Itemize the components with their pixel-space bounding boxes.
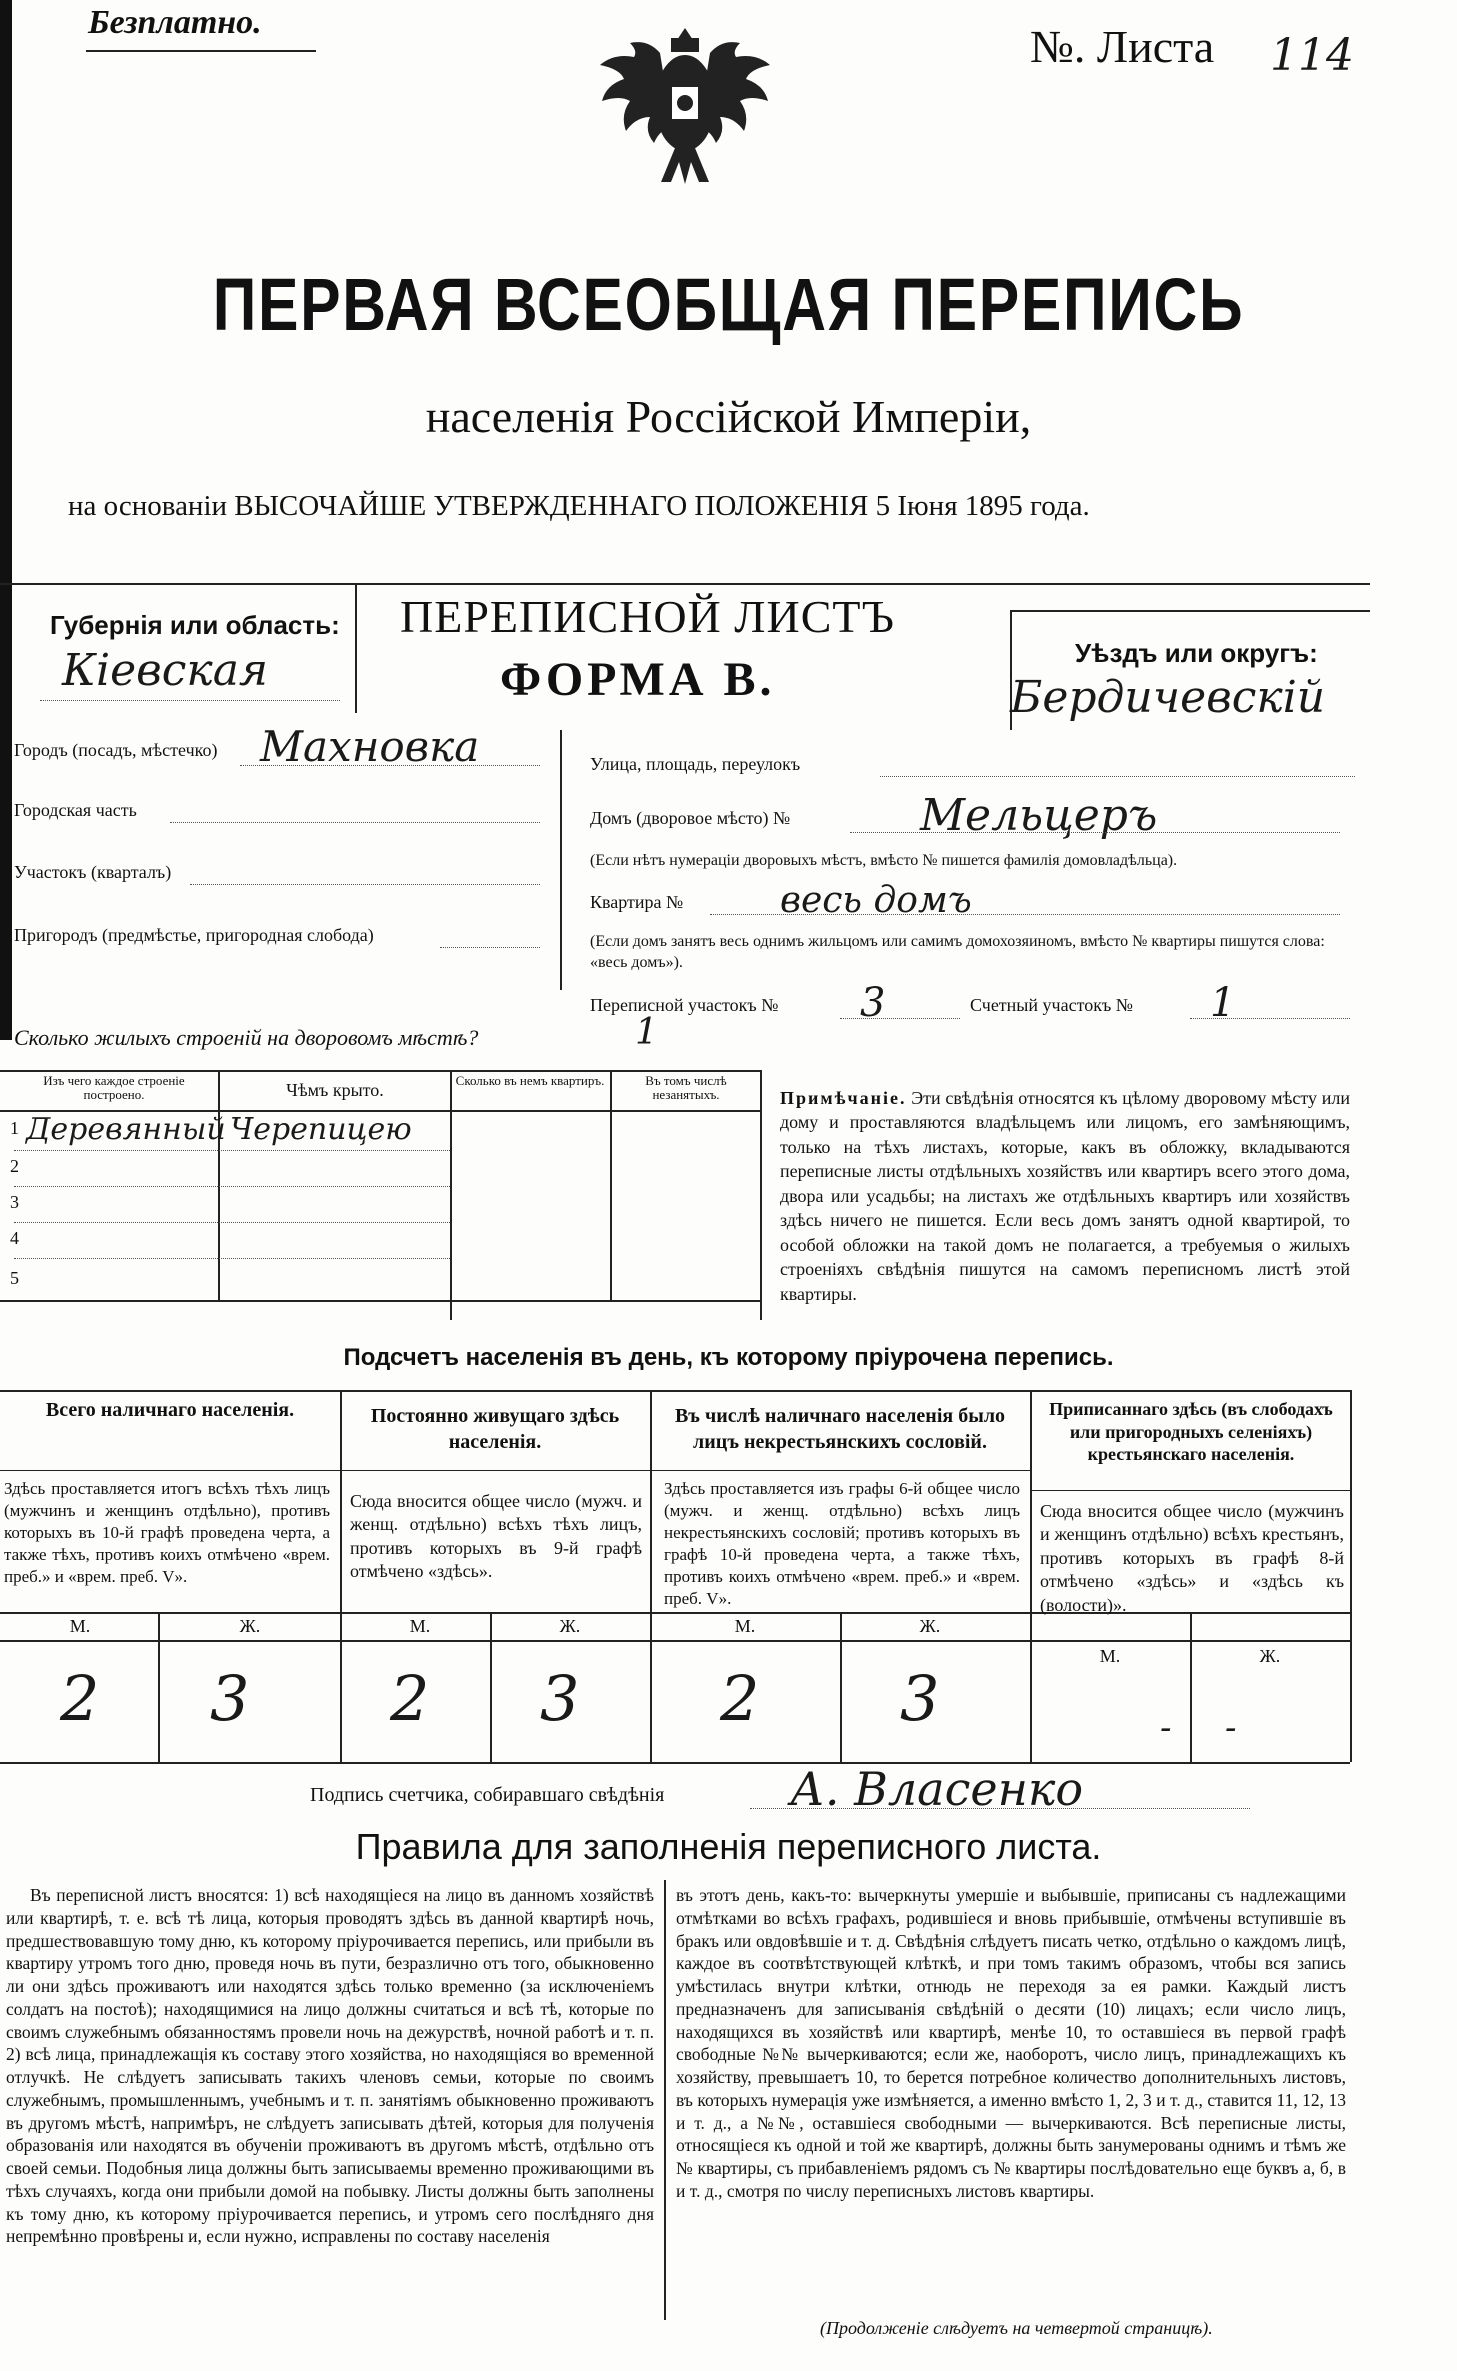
buildings-col-apartments: Сколько въ немъ квартиръ. (455, 1073, 605, 1088)
pop-col-header: Приписаннаго здѣсь (въ слободахъ или пригородныхъ селеніяхъ) крестьянскаго населенія. (1049, 1399, 1333, 1464)
house-note: (Если нѣтъ нумераціи дворовыхъ мѣстъ, вмѣсто № пишется фамилія домовладѣльца). (590, 852, 1178, 869)
row-number: 1 (10, 1118, 19, 1138)
counting-district-label: Счетный участокъ № (970, 995, 1133, 1015)
buildings-col-material: Изъ чего каждое строеніе построено. (43, 1073, 185, 1103)
pop-col-header: Постоянно живущаго здѣсь населенія. (370, 1405, 620, 1453)
sheet-number: 114 (1270, 30, 1354, 81)
buildings-question: Сколько жилыхъ строеній на дворовомъ мѣстѣ? (14, 1025, 479, 1050)
pop-col-f-label: Ж. (559, 1616, 581, 1636)
pop-col-f-label: Ж. (239, 1616, 261, 1636)
rules-right-column: въ этотъ день, какъ-то: вычеркнуты умершіе и выбывшіе, приписаны съ надлежащими отмѣтками во всѣхъ графахъ, родившіеся и вновь прибывшіе, отмѣчены вступившіе въ бракъ или овдовѣвшіе и т. д. Свѣдѣнія слѣдуетъ писать четко, отдѣльно о каждомъ лицѣ, каждое въ соотвѣтствующей клѣткѣ, и при томъ такимъ образомъ, чтобы вся запись умѣстилась внутри клѣтки, отнюдь не переходя за ея рамки. Каждый листъ предназначенъ для записыванія свѣдѣній о десяти (10) лицахъ; если число лицъ, находящихся въ хозяйствѣ или квартирѣ, менѣе 10, то оставшіеся въ первой графѣ свободные №№ вычеркиваются; если же, наоборотъ, число лицъ, принадлежащихъ къ хозяйству, превышаетъ 10, то берется потребное количество дополнительныхъ листовъ, въ которыхъ нумерація уже измѣняется, а именно вмѣсто 1, 2, 3 и т. д., ставится 11, 12, 13 и т. д., а №№, оставшіеся свободными — вычеркиваются. Всѣ переписные листы, относящіеся къ одной и той же квартирѣ, должны быть занумерованы однимъ и тѣмъ же № квартиры, съ прибавленіемъ рядомъ съ № квартиры послѣдовательно еще буквъ а, б, в и т. д., смотря по числу переписныхъ листовъ квартиры. (676, 1885, 1346, 2201)
district-value: Бердичевскій (1010, 672, 1326, 723)
house-value: Мельцеръ (920, 790, 1158, 841)
signature-label: Подпись счетчика, собиравшаго свѣдѣнія (310, 1784, 665, 1806)
buildings-row-5: 5 (10, 1268, 19, 1288)
rules-title: Правила для заполненія переписного листа. (355, 1826, 1102, 1867)
pop-col-f-value: 3 (540, 1662, 580, 1735)
pop-col-f-value: - (1225, 1708, 1237, 1748)
form-title: ПЕРЕПИСНОЙ ЛИСТЪ (400, 591, 895, 642)
basis-line: на основаніи ВЫСОЧАЙШЕ УТВЕРЖДЕННАГО ПОЛОЖЕНІЯ 5 Іюня 1895 года. (68, 490, 1090, 522)
house-label: Домъ (дворовое мѣсто) № (590, 808, 791, 828)
page-subtitle: населенія Россійской Имперіи, (425, 391, 1032, 442)
district-label: Уѣздъ или округъ: (1075, 638, 1318, 668)
apartment-note: (Если домъ занятъ весь однимъ жильцомъ или самимъ домохозяиномъ, вмѣсто № квартиры пишутся слова: «весь домъ»). (590, 933, 1325, 971)
pop-col-m-value: 2 (60, 1662, 100, 1735)
pop-col-m-value: - (1160, 1708, 1172, 1748)
buildings-row-4: 4 (10, 1228, 19, 1248)
note-label: Примѣчаніе. (780, 1088, 907, 1108)
census-district-label: Переписной участокъ № (590, 995, 779, 1015)
pop-col-m-label: М. (69, 1616, 91, 1636)
apartment-label: Квартира № (590, 892, 684, 912)
province-label: Губернія или область: (50, 610, 340, 640)
pop-col-f-value: 3 (210, 1662, 250, 1735)
pop-col-f-value: 3 (900, 1662, 940, 1735)
pop-col-m-label: М. (1099, 1646, 1121, 1666)
rules-left-column: Въ переписной листъ вносятся: 1) всѣ находящіеся на лицо въ данномъ хозяйствѣ или квартирѣ, т. е. всѣ тѣ лица, которыя проводятъ здѣсь въ данной квартирѣ ночь, предшествовавшую тому дню, къ которому пріурочивается перепись, или прибыли въ квартиру утромъ того дню, проведя ночь въ пути, безразлично отъ того, обыкновенно ли они здѣсь проживаютъ или находятся здѣсь только временно (за исключеніемъ солдатъ на постоѣ); находящимися на лицо должны считаться и всѣ тѣ, которые по своимъ служебнымъ обязанностямъ провели ночь на дежурствѣ, ночной работѣ и т. п. 2) всѣ лица, принадлежащія къ составу этого хозяйства, но находящіяся во временной отлучкѣ. Не слѣдуетъ записывать такихъ членовъ семьи, которые по своимъ служебнымъ, промышленнымъ, учебнымъ и т. п. занятіямъ обыкновенно проживаютъ въ другомъ мѣстѣ, напримѣръ, не слѣдуетъ записывать дѣтей, которыя для полученія образованія или находятся въ обученіи проживаютъ въ другомъ мѣстѣ, отдѣльно отъ своей семьи. Подобныя лица должны быть записываемы временно проживающими въ тѣхъ случаяхъ, когда они прибыли домой на побывку. Листы должны быть заполнены къ тому дню, къ которому пріурочивается перепись, и утромъ сего послѣдняго дня непремѣнно провѣрены и, если нужно, исправлены по составу населенія (6, 1885, 654, 2247)
buildings-row-3: 3 (10, 1192, 19, 1212)
buildings-col-vacant: Въ томъ числѣ незанятыхъ. (645, 1073, 727, 1103)
buildings-col-roof: Чѣмъ крыто. (286, 1080, 384, 1100)
pop-col-header: Всего наличнаго населенія. (45, 1399, 295, 1421)
free-label: Безплатно. (88, 4, 262, 41)
census-district-value: 3 (860, 980, 886, 1026)
pop-col-m-value: 2 (720, 1662, 760, 1735)
buildings-value: 1 (635, 1012, 658, 1053)
street-label: Улица, площадь, переулокъ (590, 754, 801, 774)
page-title: ПЕРВАЯ ВСЕОБЩАЯ ПЕРЕПИСЬ (212, 263, 1245, 346)
row-material: Деревянный (26, 1112, 226, 1147)
sheet-label: №. Листа (1030, 21, 1215, 72)
pop-col-f-label: Ж. (1259, 1646, 1281, 1666)
apartment-value: весь домъ (780, 880, 972, 921)
coat-of-arms-emblem (585, 8, 785, 198)
town-value: Махновка (260, 722, 480, 771)
city-part-label: Городская часть (14, 800, 137, 820)
buildings-row-2: 2 (10, 1156, 19, 1176)
pop-col-text: Здѣсь проставляется изъ графы 6-й общее число (мужч. и женщ. отдѣльно) всѣхъ лицъ некрестьянскихъ сословій; противъ которыхъ въ графѣ 10-й проведена черта, а также тѣхъ, противъ коихъ отмѣчено «врем. преб.» и «врем. преб. V». (664, 1479, 1020, 1609)
pop-col-text: Сюда вносится общее число (мужч. и женщ. отдѣльно) всѣхъ тѣхъ лицъ, противъ которыхъ въ 9-й графѣ отмѣчено «здѣсь». (350, 1491, 642, 1582)
pop-col-m-label: М. (734, 1616, 756, 1636)
form-letter: ФОРМА В. (500, 653, 776, 706)
pop-col-f-label: Ж. (919, 1616, 941, 1636)
scan-edge (0, 0, 12, 1040)
province-value: Кіевская (62, 645, 269, 696)
pop-col-m-label: М. (409, 1616, 431, 1636)
precinct-label: Участокъ (кварталъ) (14, 862, 172, 882)
counting-district-value: 1 (1210, 980, 1236, 1026)
note-block (780, 1086, 1350, 1306)
town-label: Городъ (посадъ, мѣстечко) (14, 740, 218, 760)
rules-continued: (Продолженіе слѣдуетъ на четвертой страницѣ). (820, 2318, 1213, 2338)
pop-col-header: Въ числѣ наличнаго населенія было лицъ некрестьянскихъ сословій. (674, 1405, 1006, 1453)
row-roof: Черепицею (230, 1112, 412, 1147)
pop-col-text: Здѣсь проставляется итогъ всѣхъ тѣхъ лицъ (мужчинъ и женщинъ отдѣльно), противъ которыхъ въ 10-й графѣ проведена черта, а также тѣхъ, противъ коихъ отмѣчено «врем. преб.» и «врем. преб. V». (4, 1479, 330, 1587)
signature-value: А. Власенко (790, 1762, 1084, 1816)
suburb-label: Пригородъ (предмѣстье, пригородная слобода) (14, 925, 374, 945)
note-text: Эти свѣдѣнія относятся къ цѣлому дворовому мѣсту или дому и проставляются владѣльцемъ или лицомъ, его замѣняющимъ, только на тѣхъ листахъ, которые, какъ въ обложку, вкладываются переписные листы отдѣльныхъ хозяйствъ или квартиръ всего этого дома, двора или усадьбы; на листахъ же отдѣльныхъ квартиръ или хозяйствъ здѣсь ничего не пишется. Если весь домъ занятъ одной квартирой, то особой обложки на такой домъ не полагается, а требуемыя о жилыхъ строеніяхъ свѣдѣнія пишутся на самомъ переписномъ листѣ этой квартиры. (780, 1088, 1350, 1304)
population-title: Подсчетъ населенія въ день, къ которому пріурочена перепись. (343, 1344, 1114, 1371)
pop-col-m-value: 2 (390, 1662, 430, 1735)
pop-col-text: Сюда вносится общее число (мужчинъ и женщинъ отдѣльно) всѣхъ крестьянъ, противъ которыхъ въ графѣ 8-й отмѣчено «здѣсь» и «здѣсь къ (волости)». (1040, 1501, 1344, 1615)
